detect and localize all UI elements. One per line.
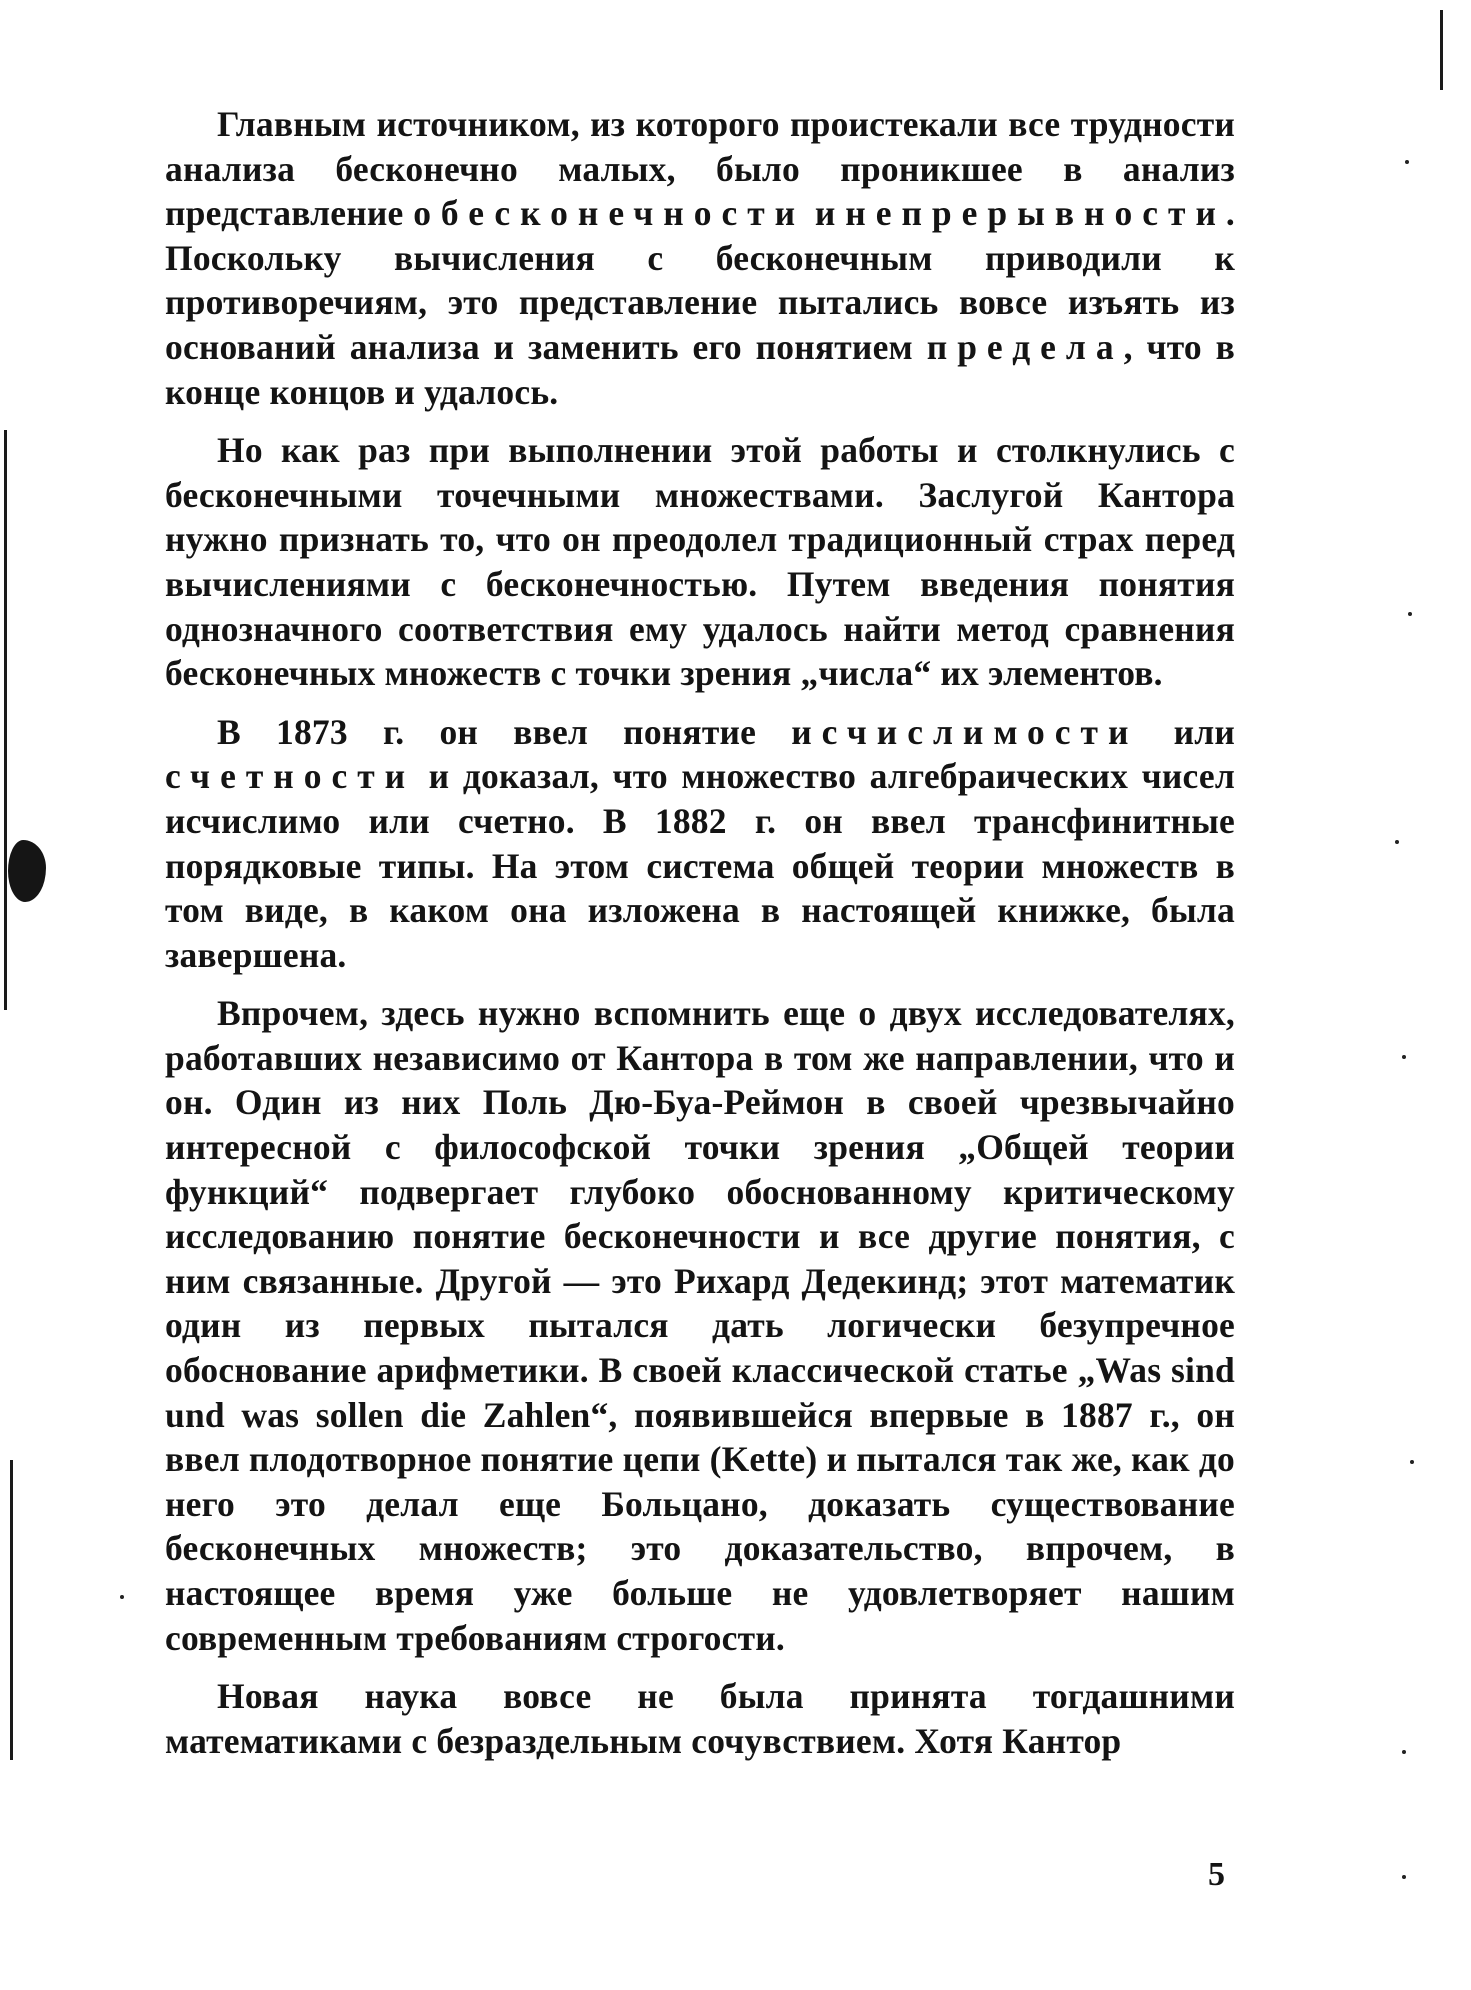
scan-speck: [1402, 1055, 1406, 1059]
scan-speck: [1402, 1750, 1406, 1754]
binding-edge-line: [4, 430, 7, 1010]
text-run: и: [805, 193, 846, 234]
body-text: [165, 102, 1235, 1777]
text-run: или: [1138, 711, 1235, 752]
emphasized-term: предела: [926, 326, 1124, 367]
paragraph: [165, 710, 1235, 978]
scan-speck: [1405, 160, 1409, 164]
emphasized-term: непрерывности: [845, 193, 1226, 234]
text-run: Но как раз при выполнении этой работы и столкнулись с бесконечными точечными множествами. Заслугой Кантора нужно признать то, что он преодолел традиционный страх перед вычислениями с бесконечностью. Путем введения понятия однозначного соответствия ему удалось найти метод сравнения бесконечных множеств с точки зрения „числа“ их элементов.: [165, 430, 1235, 694]
paragraph: [165, 1674, 1235, 1763]
paragraph: [165, 102, 1235, 414]
text-run: Главным источником, из которого проистекали все трудности анализа бесконечно малых, было проникшее в анализ представление о: [165, 104, 1235, 234]
page-number: 5: [1208, 1856, 1225, 1893]
text-run: , что в конце концов и удалось.: [165, 326, 1235, 412]
scan-speck: [1402, 1875, 1406, 1879]
scan-speck: [1410, 1460, 1414, 1464]
right-edge-mark: [1440, 10, 1443, 90]
binding-edge-line: [10, 1460, 13, 1760]
scan-speck: [1408, 612, 1412, 616]
text-run: . Поскольку вычисления с бесконечным приводили к противоречиям, это представление пытались вовсе изъять из оснований анализа и заменить его понятием: [165, 193, 1235, 367]
text-run: Новая наука вовсе не была принята тогдашними математиками с безраздельным сочувствием. Хотя Кантор: [165, 1676, 1235, 1761]
text-run: и доказал, что множество алгебраических чисел исчислимо или счетно. В 1882 г. он ввел трансфинитные порядковые типы. На этом система общей теории множеств в том виде, в каком она изложена в настоящей книжке, была завершена.: [165, 756, 1235, 975]
emphasized-term: счетности: [165, 756, 416, 797]
text-run: Впрочем, здесь нужно вспомнить еще о двух исследователях, работавших независимо от Кантора в том же направлении, что и он. Один из них Поль Дю-Буа-Реймон в своей чрезвычайно интересной с философской точки зрения „Общей теории функций“ подвергает глубоко обоснованному критическому исследованию понятие бесконечности и все другие понятия, с ним связанные. Другой — это Рихард Дедекинд; этот математик один из первых пытался дать логически безупречное обоснование арифметики. В своей классической статье „Was sind und was sollen die Zahlen“, появившейся впервые в 1887 г., он ввел плодотворное понятие цепи (Kette) и пытался так же, как до него это делал еще Больцано, доказать существование бесконечных множеств; это доказательство, впрочем, в настоящее время уже больше не удовлетворяет нашим современным требованиям строгости.: [165, 993, 1235, 1658]
ink-blot: [8, 840, 46, 902]
emphasized-term: исчислимости: [791, 711, 1139, 752]
emphasized-term: бесконечности: [440, 193, 806, 234]
paragraph: [165, 428, 1235, 696]
scan-speck: [1395, 840, 1399, 844]
paragraph: [165, 991, 1235, 1660]
scan-speck: [120, 1595, 124, 1599]
text-run: В 1873 г. он ввел понятие: [217, 711, 792, 752]
